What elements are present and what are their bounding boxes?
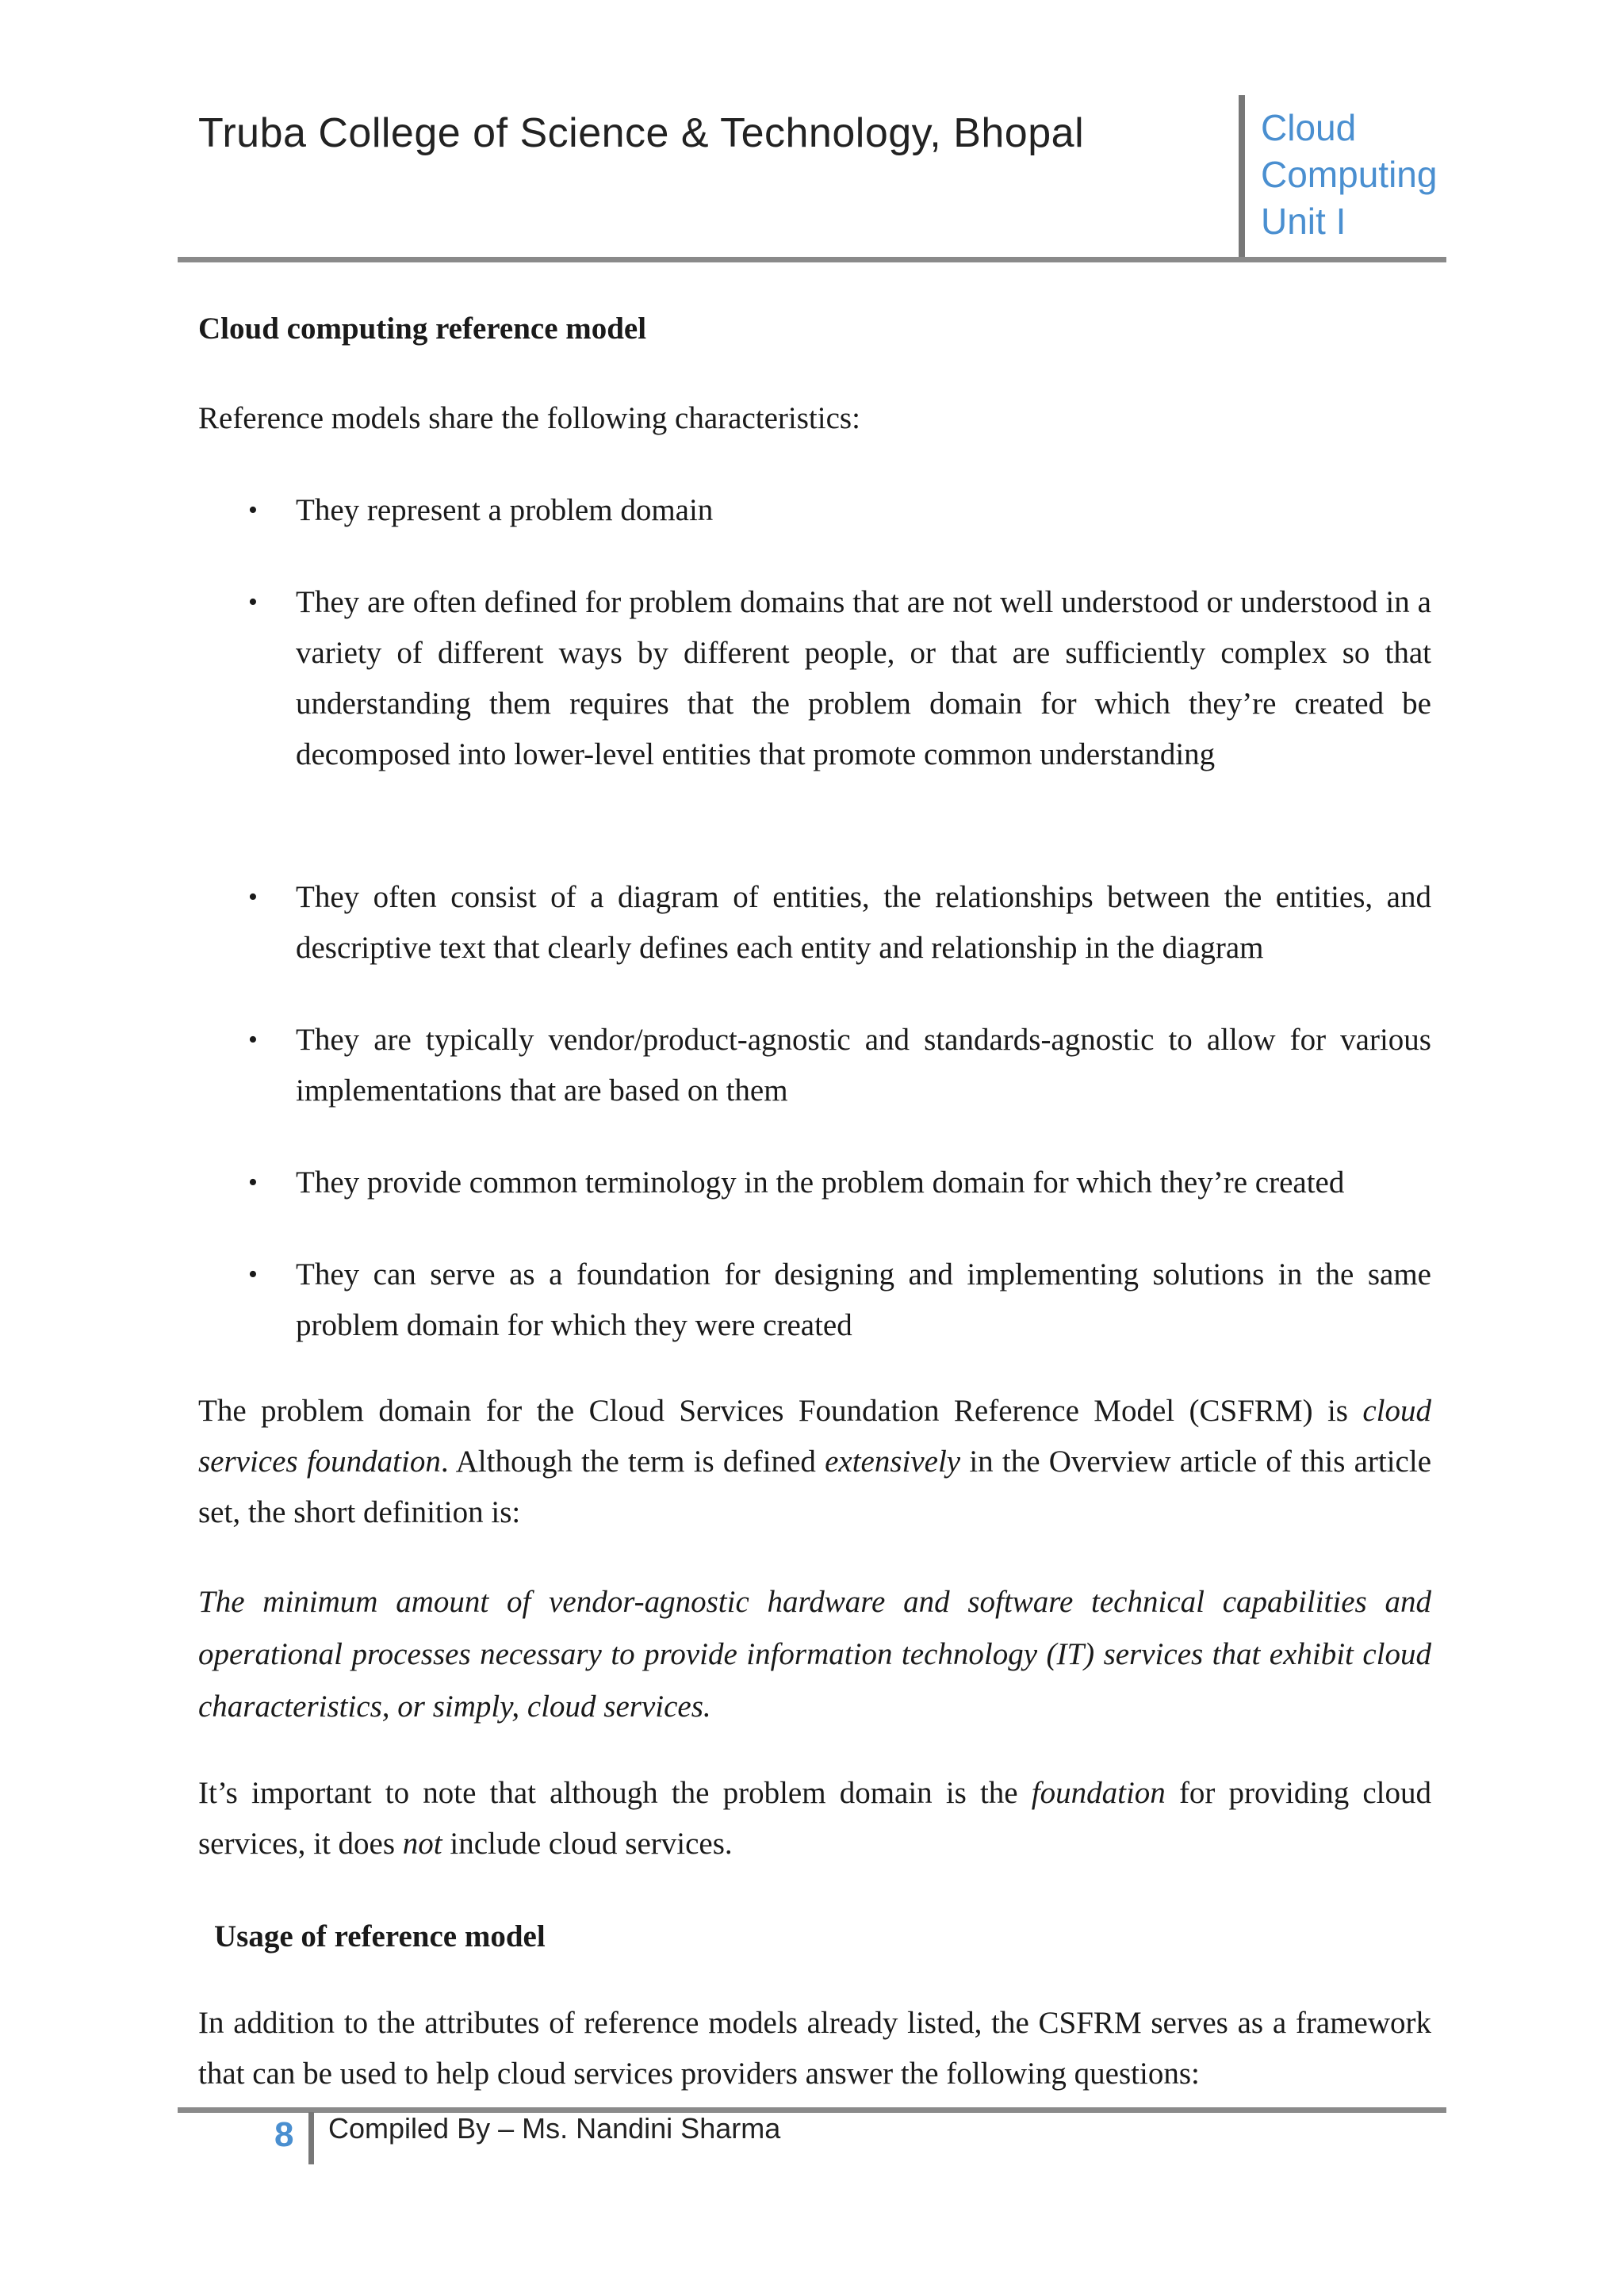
section-heading-reference-model: Cloud computing reference model [198,312,647,346]
list-item-text: They are typically vendor/product-agnostic and standards-agnostic to allow for various implementations that are based on them [296,1023,1431,1108]
header-unit-line1: Cloud [1261,107,1357,148]
csfrm-italic-2: extensively [825,1445,961,1479]
footer-divider-vertical [308,2112,314,2164]
note-paragraph [198,1768,1431,1869]
csfrm-paragraph [198,1386,1431,1538]
definition-quote: The minimum amount of vendor-agnostic hardware and software technical capabilities and operational processes necessary to provide information technology (IT) services that exhibit cloud characteristics, or simply, cloud services. [198,1585,1431,1724]
page-number: 8 [274,2115,294,2154]
bullet-icon: • [248,1260,258,1289]
section-heading-usage: Usage of reference model [214,1919,546,1954]
csfrm-text-2: . Although the term is defined [440,1445,825,1479]
note-text-2: for providing cloud services, it does [198,1776,1432,1861]
csfrm-italic-1: cloud services foundation [198,1394,1431,1479]
header-unit-line3: Unit I [1261,201,1346,242]
note-italic-2: not [402,1827,442,1861]
header-unit-label [1261,105,1467,245]
footer-compiled-by: Compiled By – Ms. Nandini Sharma [328,2112,781,2145]
note-italic-1: foundation [1031,1776,1166,1810]
bullet-icon: • [248,1168,258,1197]
bullet-icon: • [248,1025,258,1054]
list-item-text: They often consist of a diagram of entities, the relationships between the entities, and descriptive text that clearly defines each entity and relationship in the diagram [296,880,1431,965]
list-item-text: They provide common terminology in the problem domain for which they’re created [296,1165,1345,1200]
header-divider-vertical [1239,95,1245,258]
csfrm-text-3: in the Overview article of this article set, the short definition is: [198,1445,1431,1529]
list-item-text: They are often defined for problem domains that are not well understood or understood in a variety of different ways by different people, or that are sufficiently complex so that understanding them requires that the problem domain for which they’re created be decomposed into lower-level entities that promote common understanding [296,585,1431,771]
bullet-icon: • [248,882,258,912]
note-text-1: It’s important to note that although the problem domain is the [198,1776,1032,1810]
list-item-text: They represent a problem domain [296,493,714,527]
bullet-icon: • [248,496,258,525]
list-item-text: They can serve as a foundation for designing and implementing solutions in the same problem domain for which they were created [296,1257,1431,1342]
csfrm-text-1: The problem domain for the Cloud Services Foundation Reference Model (CSFRM) is [198,1394,1363,1428]
header-college-name: Truba College of Science & Technology, Bhopal [198,110,1085,156]
header-unit-line2: Computing [1261,154,1438,195]
bullet-icon: • [248,587,258,617]
intro-paragraph: Reference models share the following characteristics: [198,401,860,435]
note-text-3: include cloud services. [442,1827,733,1861]
header-rule [178,257,1446,262]
usage-paragraph: In addition to the attributes of reference models already listed, the CSFRM serves as a framework that can be used to help cloud services providers answer the following questions: [198,2006,1431,2091]
